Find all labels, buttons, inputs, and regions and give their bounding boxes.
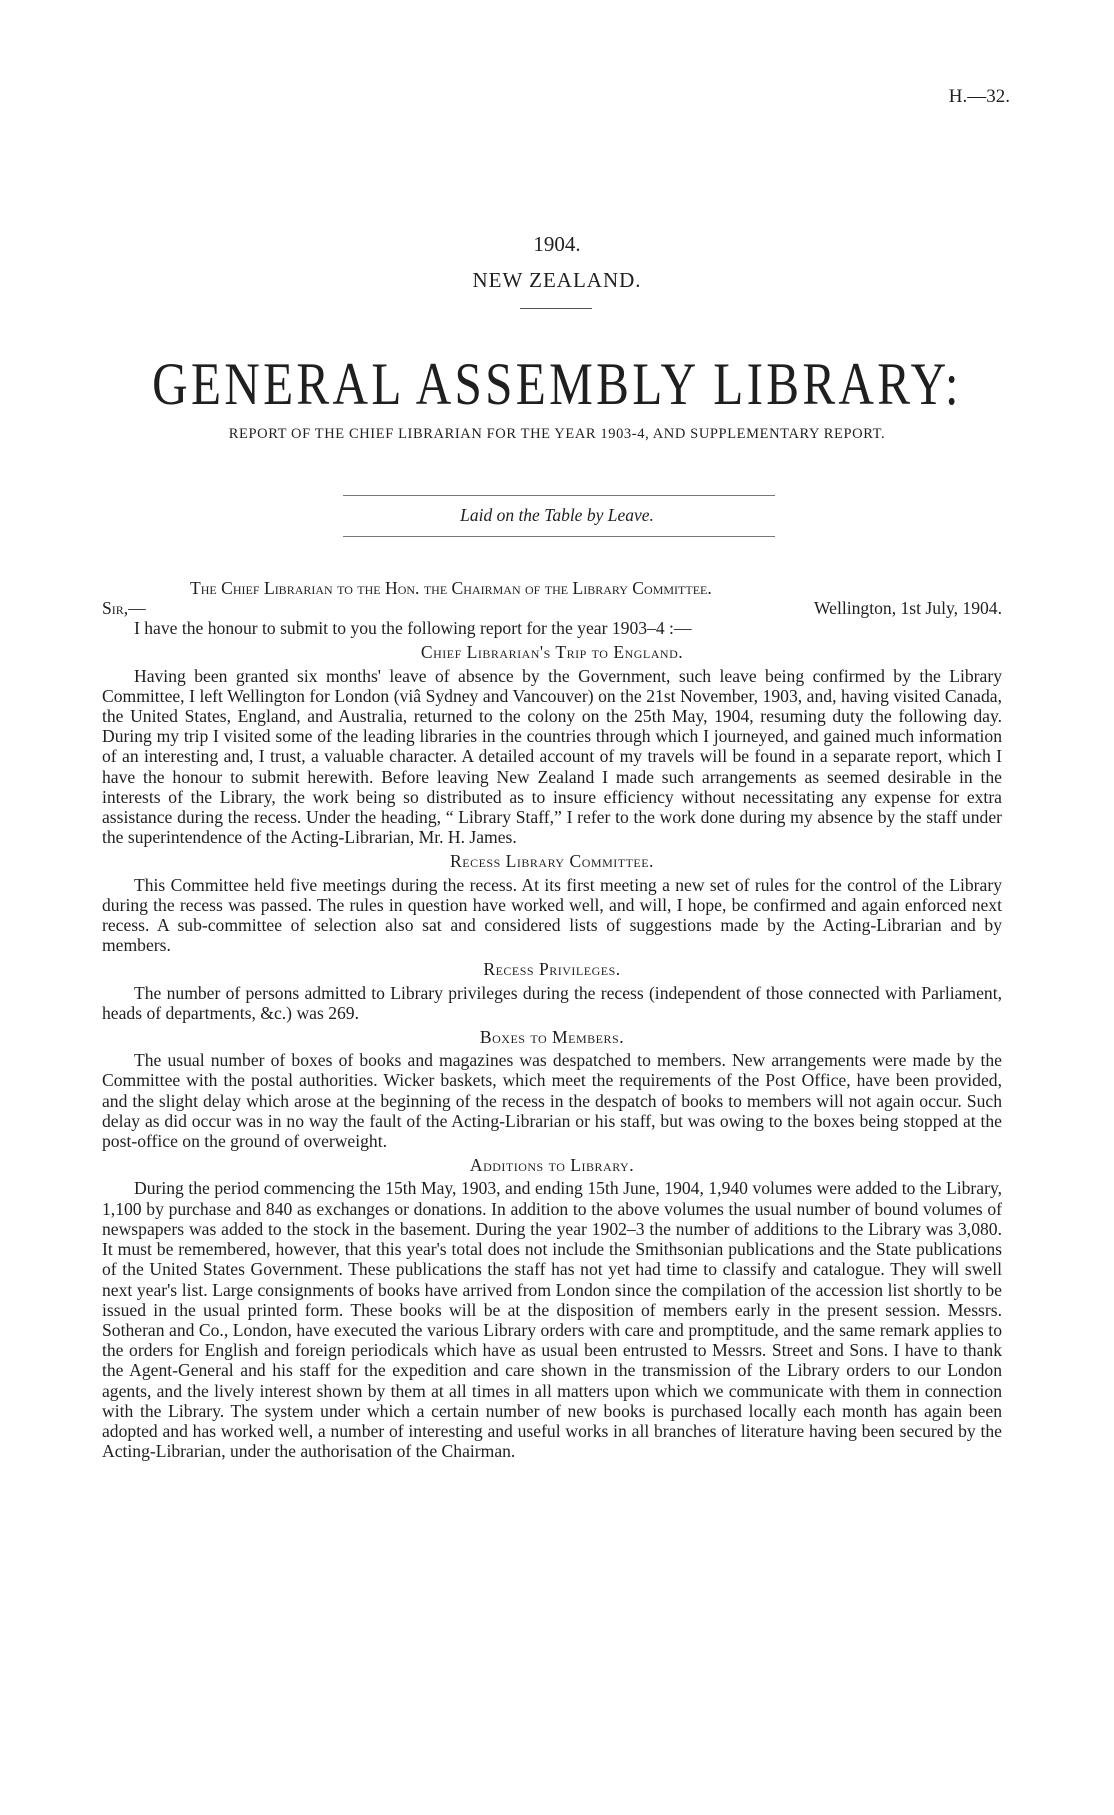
salutation-line bbox=[102, 598, 1002, 618]
section-paragraph: This Committee held five meetings during the recess. At its first meeting a new set of rules for the control of the Library during the recess was passed. The rules in question have worked well, and will, I hope, be confirmed and again enforced next recess. A sub-committee of selection also sat and considered lists of suggestions made by the Acting-Librarian and by members. bbox=[102, 874, 1002, 956]
opening-paragraph: I have the honour to submit to you the following report for the year 1903–4 :— bbox=[134, 618, 692, 639]
salutation: Sir,— bbox=[102, 598, 146, 619]
section-paragraph: During the period commencing the 15th May, 1903, and ending 15th June, 1904, 1,940 volumes were added to the Library, 1,100 by purchase and 840 as exchanges or donations. In addition to the above volumes the usual number of bound volumes of newspapers was added to the stock in the basement. During the year 1902–3 the number of additions to the Library was 3,080. It must be remembered, however, that this year's total does not include the Smithsonian publications and the State publications of the United States Government. These publications the staff has not yet had time to classify and catalogue. They will swell next year's list. Large consignments of books have arrived from London since the compilation of the accession list shortly to be issued in the usual printed form. These books will be at the disposition of members early in the present session. Messrs. Sotheran and Co., London, have executed the various Library orders with care and promptitude, and the same remark applies to the orders for English and foreign periodicals which have as usual been entrusted to Messrs. Street and Sons. I have to thank the Agent-General and his staff for the expedition and care shown in the transmission of the Library orders to our London agents, and the lively interest shown by them at all times in all matters upon which we communicate with them in connection with the Library. The system under which a certain number of new books is purchased locally each month has again been adopted and has worked well, a number of interesting and useful works in all branches of literature having been secured by the Acting-Librarian, under the authorisation of the Chairman. bbox=[102, 1178, 1002, 1462]
divider-rule bbox=[520, 308, 592, 309]
report-body bbox=[102, 578, 1002, 1461]
document-subtitle: REPORT OF THE CHIEF LIBRARIAN FOR THE YEAR 1903-4, AND SUPPLEMENTARY REPORT. bbox=[228, 426, 886, 442]
section-heading: Recess Privileges. bbox=[483, 959, 621, 980]
section-heading: Recess Library Committee. bbox=[450, 851, 654, 872]
section-heading: Boxes to Members. bbox=[479, 1027, 625, 1048]
document-country: NEW ZEALAND. bbox=[472, 268, 642, 292]
section-paragraph: The usual number of boxes of books and magazines was despatched to members. New arrangements were made by the Committee with the postal authorities. Wicker baskets, which meet the requirements of the Post Office, have been provided, and the slight delay which arose at the beginning of the recess in the despatch of books to members will not again occur. Such delay as did occur was in no way the fault of the Acting-Librarian or his staff, but was owing to the boxes being stopped at the post-office on the ground of overweight. bbox=[102, 1050, 1002, 1152]
document-title: GENERAL ASSEMBLY LIBRARY: bbox=[152, 351, 962, 417]
divider-rule-top bbox=[343, 495, 775, 496]
section-heading: Additions to Library. bbox=[469, 1155, 635, 1176]
document-year: 1904. bbox=[533, 232, 581, 256]
place-date: Wellington, 1st July, 1904. bbox=[813, 598, 1002, 619]
section-paragraph: Having been granted six months' leave of absence by the Government, such leave being confirmed by the Library Committee, I left Wellington for London (viâ Sydney and Vancouver) on the 21st November, 1903, and, having visited Canada, the United States, England, and Australia, returned to the colony on the 25th May, 1904, resuming duty the following day. During my trip I visited some of the leading libraries in the countries through which I journeyed, and gained much information of an interesting and, I trust, a valuable character. A detailed account of my travels will be found in a separate report, which I have the honour to submit herewith. Before leaving New Zealand I made such arrangements as seemed desirable in the interests of the Library, the work being so distributed as to insure efficiency without necessitating any expense for extra assistance during the recess. Under the heading, “ Library Staff,” I refer to the work done during my absence by the staff under the superintendence of the Acting-Librarian, Mr. H. James. bbox=[102, 665, 1002, 848]
document-reference: H.—32. bbox=[948, 86, 1010, 107]
section-heading: Chief Librarian's Trip to England. bbox=[420, 642, 684, 663]
laid-on-table-note: Laid on the Table by Leave. bbox=[460, 505, 654, 525]
letter-address-line: The Chief Librarian to the Hon. the Chairman of the Library Committee. bbox=[190, 578, 712, 598]
section-paragraph: The number of persons admitted to Library privileges during the recess (independent of those connected with Parliament, heads of departments, &c.) was 269. bbox=[102, 982, 1002, 1023]
divider-rule-bottom bbox=[343, 536, 775, 537]
